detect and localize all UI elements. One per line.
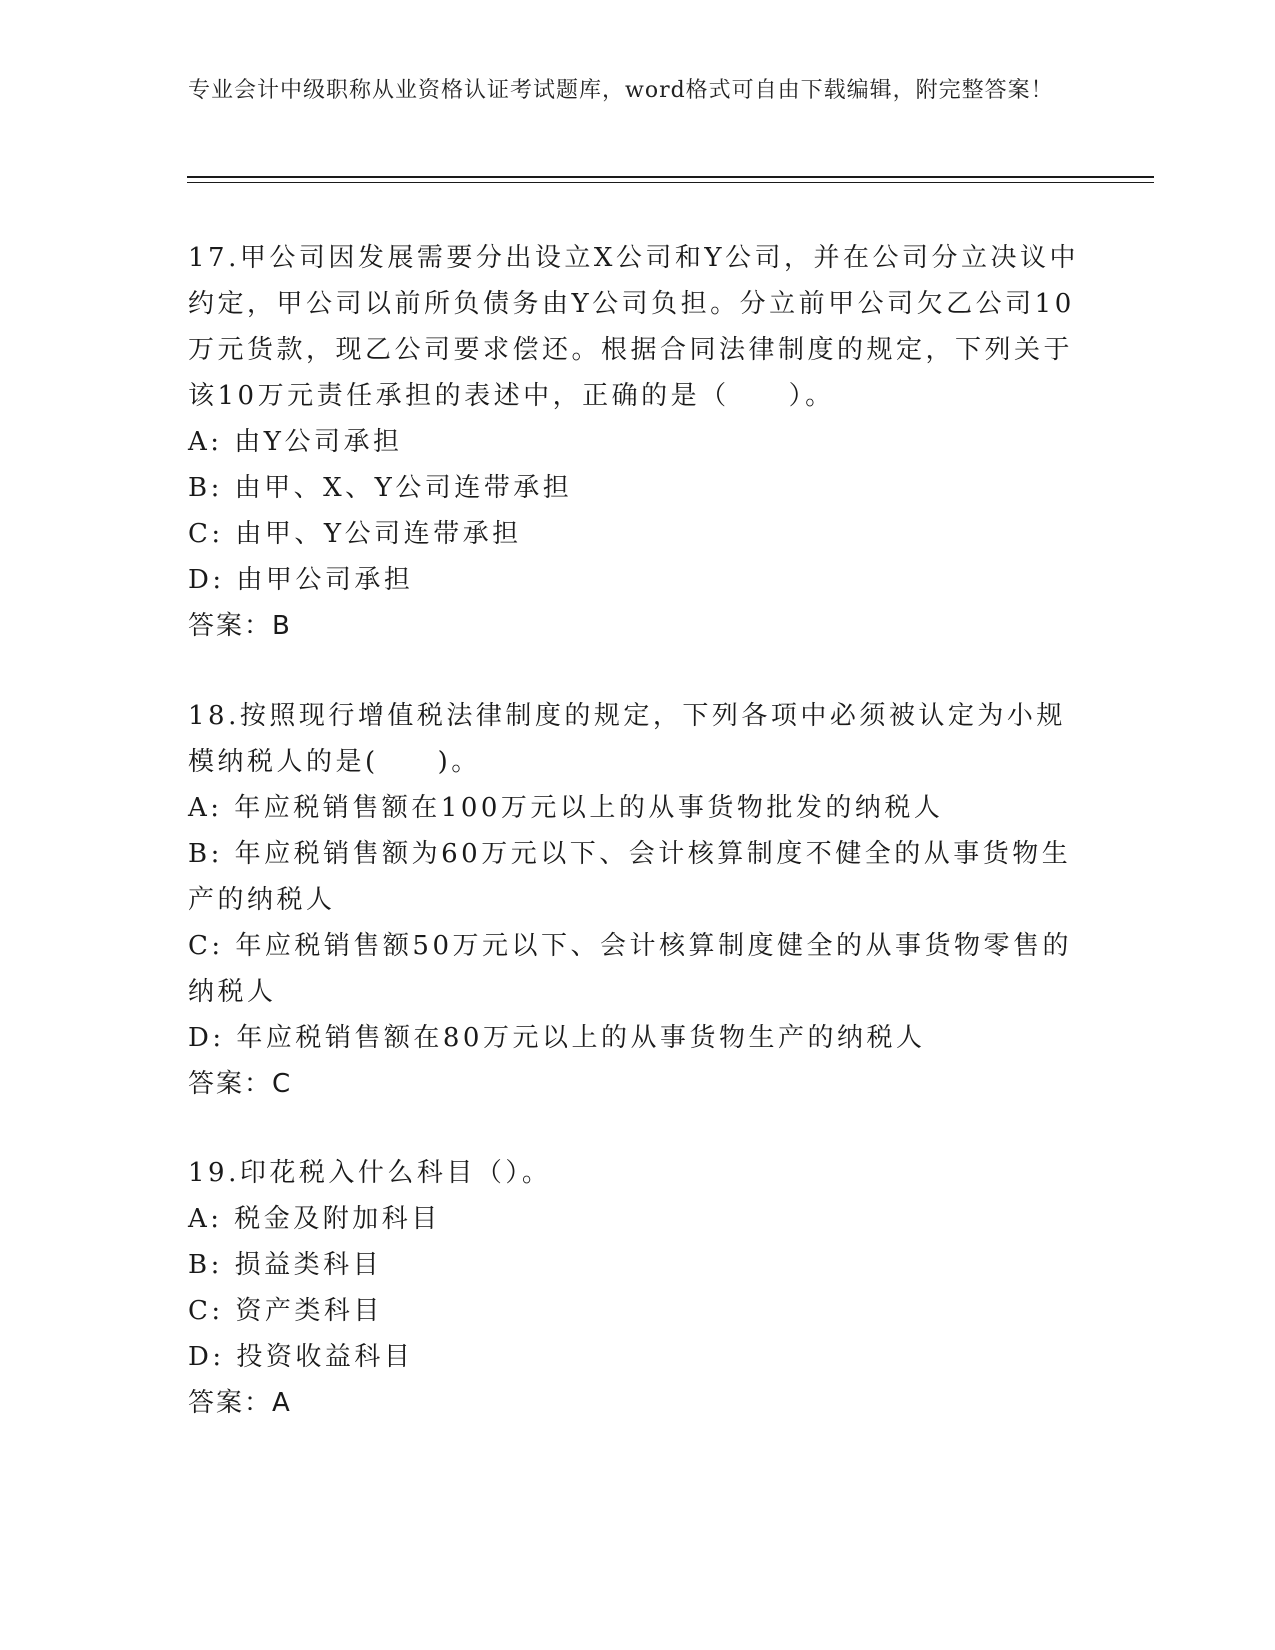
header-divider-thick <box>187 176 1154 178</box>
option-a: A: 年应税销售额在100万元以上的从事货物批发的纳税人 <box>188 793 944 823</box>
option-c: C: 由甲、Y公司连带承担 <box>188 519 522 549</box>
question-19 <box>188 1150 1088 1426</box>
answer-line: 答案：A <box>188 1388 292 1418</box>
option-b: B: 损益类科目 <box>188 1250 383 1280</box>
question-18 <box>188 693 1088 1107</box>
option-d: D: 年应税销售额在80万元以上的从事货物生产的纳税人 <box>188 1023 926 1053</box>
option-b: B: 年应税销售额为60万元以下、会计核算制度不健全的从事货物生产的纳税人 <box>188 839 1072 915</box>
option-a: A: 由Y公司承担 <box>188 427 403 457</box>
option-c: C: 年应税销售额50万元以下、会计核算制度健全的从事货物零售的纳税人 <box>188 931 1073 1007</box>
option-b: B: 由甲、X、Y公司连带承担 <box>188 473 573 503</box>
question-stem: 18.按照现行增值税法律制度的规定，下列各项中必须被认定为小规模纳税人的是( )。 <box>188 701 1066 777</box>
answer-line: 答案：C <box>188 1069 293 1099</box>
question-stem: 17.甲公司因发展需要分出设立X公司和Y公司，并在公司分立决议中约定，甲公司以前所负债务由Y公司负担。分立前甲公司欠乙公司10万元货款，现乙公司要求偿还。根据合同法律制度的规定，下列关于该10万元责任承担的表述中，正确的是（ ）。 <box>188 243 1080 411</box>
option-d: D: 投资收益科目 <box>188 1342 414 1372</box>
answer-line: 答案：B <box>188 611 292 641</box>
option-d: D: 由甲公司承担 <box>188 565 414 595</box>
question-stem: 19.印花税入什么科目（）。 <box>188 1158 552 1188</box>
option-c: C: 资产类科目 <box>188 1296 383 1326</box>
header-divider-thin <box>187 182 1154 183</box>
page-header: 专业会计中级职称从业资格认证考试题库，word格式可自由下载编辑，附完整答案！ <box>188 78 1054 103</box>
option-a: A: 税金及附加科目 <box>188 1204 441 1234</box>
question-17 <box>188 235 1088 649</box>
